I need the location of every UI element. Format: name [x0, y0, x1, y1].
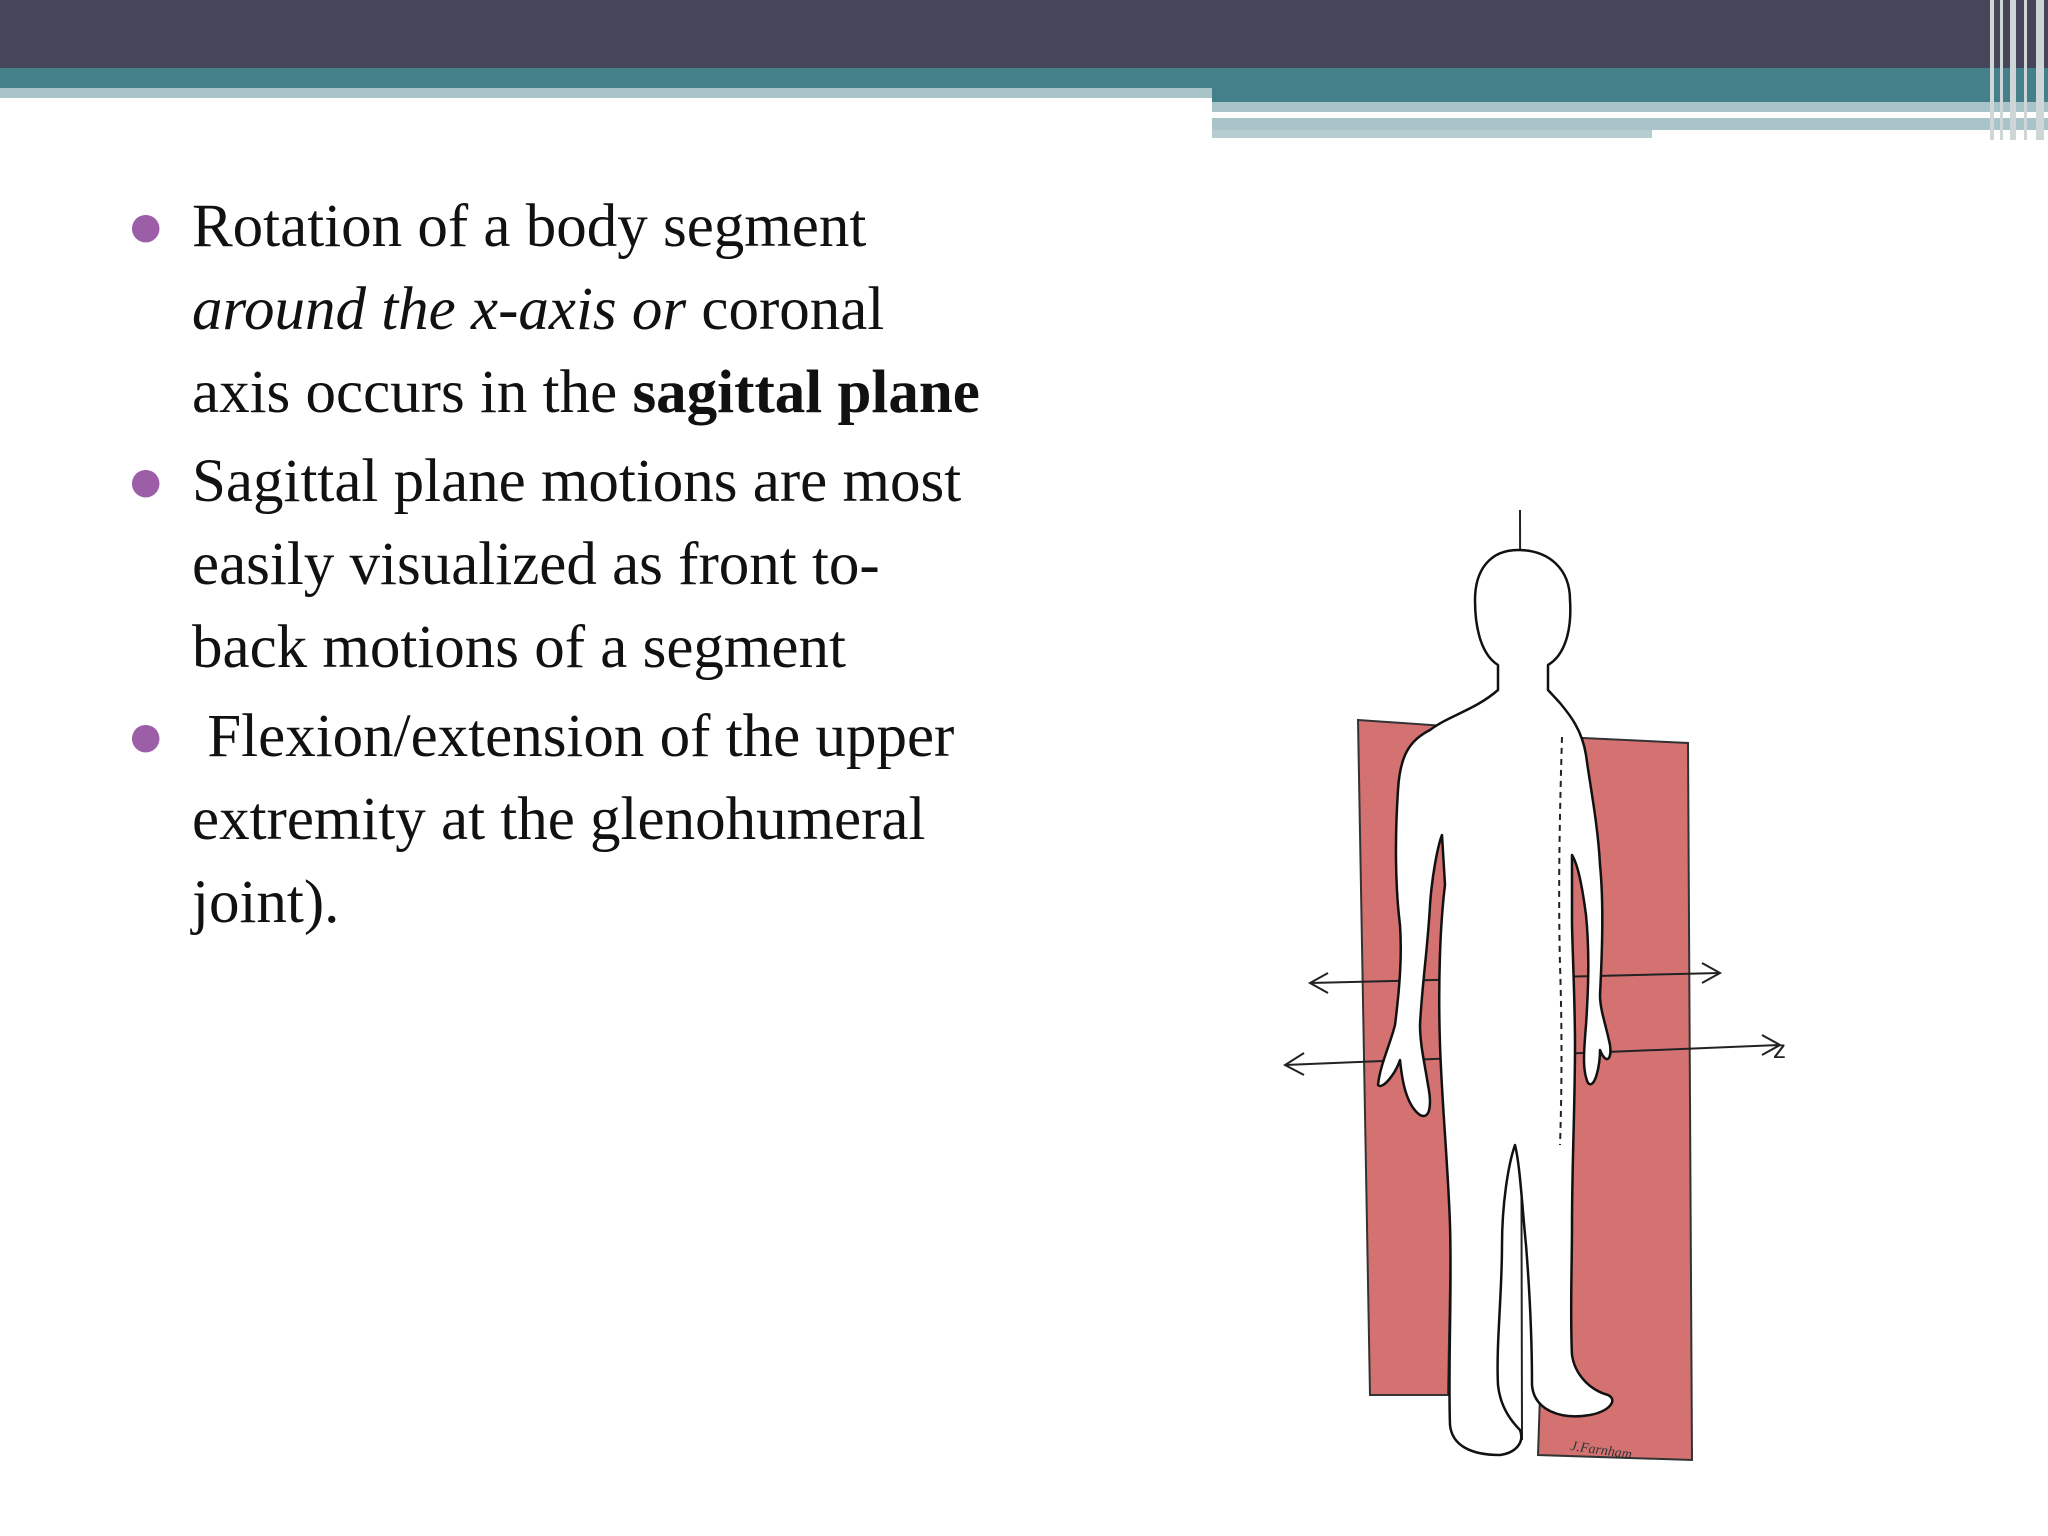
- header-band-dark: [0, 0, 2048, 68]
- header-band-teal-right: [1212, 88, 2048, 102]
- header-edge-lines: [1984, 0, 2048, 140]
- bullet-item-3: [130, 695, 990, 944]
- header-band-light-right-3: [1212, 130, 1652, 138]
- sagittal-plane-figure: [1270, 505, 1790, 1505]
- sagittal-plane-illustration: [1270, 505, 1790, 1505]
- z-axis-label: z: [1773, 1034, 1786, 1064]
- bullet-1-text-2: around the x-axis or: [192, 276, 687, 343]
- bullet-dot-icon: ●: [130, 716, 162, 757]
- artist-signature: J.Farnham: [1569, 1439, 1633, 1463]
- bullet-1-text-3: coronal axis occurs in the: [192, 276, 885, 426]
- bullet-item-2: [130, 440, 990, 689]
- bullet-item-1: [130, 185, 990, 434]
- bullet-2-text: Sagittal plane motions are most easily visualized as front to- back motions of a segment: [192, 448, 962, 681]
- slide-body: [130, 185, 990, 950]
- bullet-1-text-1: Rotation of a body segment: [192, 193, 867, 260]
- header-band-light: [0, 88, 1212, 98]
- bullet-1-text-4: sagittal plane: [632, 359, 980, 426]
- bullet-dot-icon: ●: [130, 461, 162, 502]
- bullet-3-text: Flexion/extension of the upper extremity at the glenohumeral joint).: [192, 703, 970, 936]
- bullet-dot-icon: ●: [130, 206, 162, 247]
- header-band-light-right-2: [1212, 118, 2048, 130]
- header-band-teal: [0, 68, 2048, 88]
- header-band-light-right: [1212, 102, 2048, 112]
